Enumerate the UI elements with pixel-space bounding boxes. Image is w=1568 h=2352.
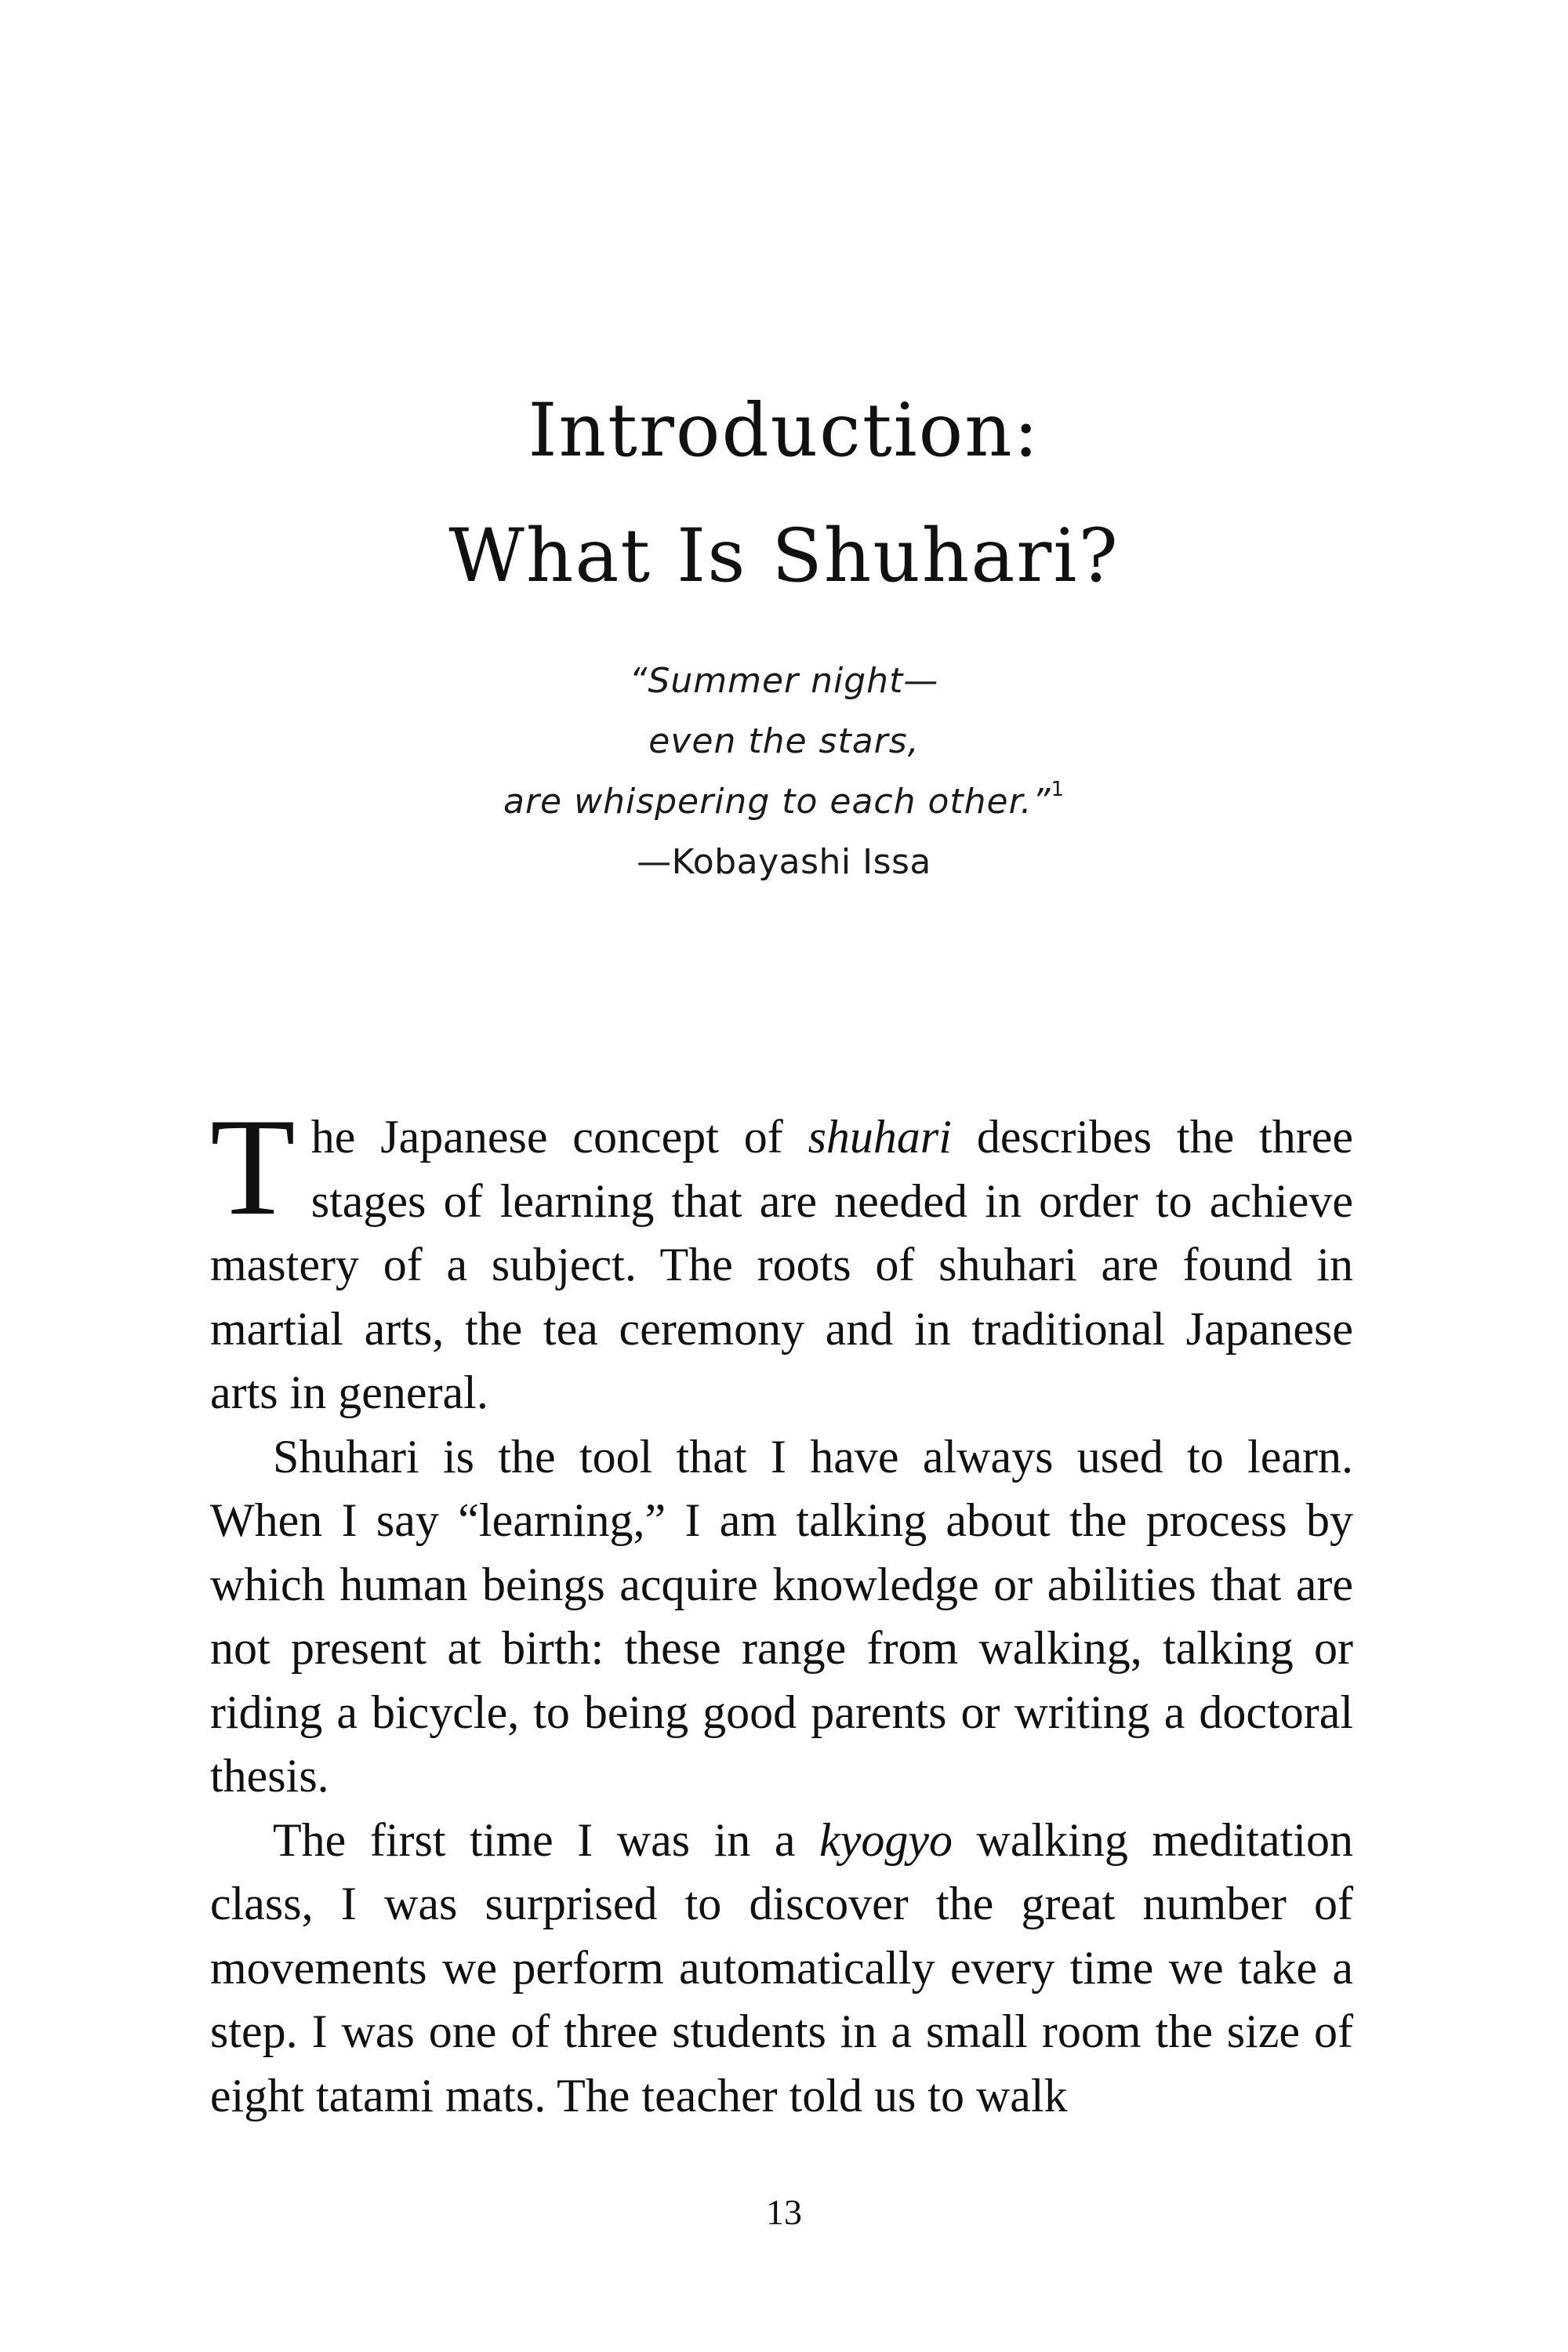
epigraph-attribution: —Kobayashi Issa	[637, 842, 931, 882]
term-shuhari: shuhari	[808, 1111, 952, 1163]
epigraph	[0, 651, 1568, 892]
drop-cap: T	[210, 1089, 296, 1244]
term-kyogyo: kyogyo	[819, 1813, 953, 1866]
page-number: 13	[766, 2192, 802, 2232]
paragraph-3	[210, 1809, 1353, 2129]
paragraph-3-text-b: walking meditation class, I was surprised to discover the great number of movements we perform automatically every time we take a step. I was one of three students in a small room the size of eight tatami mats. The teacher told us to walk	[210, 1813, 1353, 2122]
epigraph-line-3-text: are whispering to each other.”	[503, 782, 1051, 822]
epigraph-line-1: “Summer night—	[629, 661, 939, 701]
epigraph-line-2: even the stars,	[648, 721, 920, 761]
footnote-reference[interactable]: 1	[1051, 778, 1065, 801]
epigraph-line-3	[0, 771, 1568, 832]
chapter-title	[0, 368, 1568, 619]
paragraph-1	[210, 1089, 1353, 1425]
paragraph-3-text-a: The first time I was in a	[273, 1813, 820, 1866]
paragraph-1-text-b: describes the three stages of learning that are needed in order to achieve mastery of a subject. The roots of shuhari are found in martial arts, the tea ceremony and in traditional Japanese arts in general.	[210, 1111, 1353, 1418]
body-text	[210, 1089, 1353, 2128]
chapter-title-line-2: What Is Shuhari?	[448, 514, 1120, 599]
chapter-title-line-1: Introduction:	[528, 388, 1040, 474]
paragraph-2: Shuhari is the tool that I have always used to learn. When I say “learning,” I am talking about the process by which human beings acquire knowledge or abilities that are not present at birth: these range from walking, talking or riding a bicycle, to being good parents or writing a doctoral thesis.	[210, 1430, 1353, 1802]
paragraph-1-text-a: he Japanese concept of	[310, 1111, 808, 1163]
